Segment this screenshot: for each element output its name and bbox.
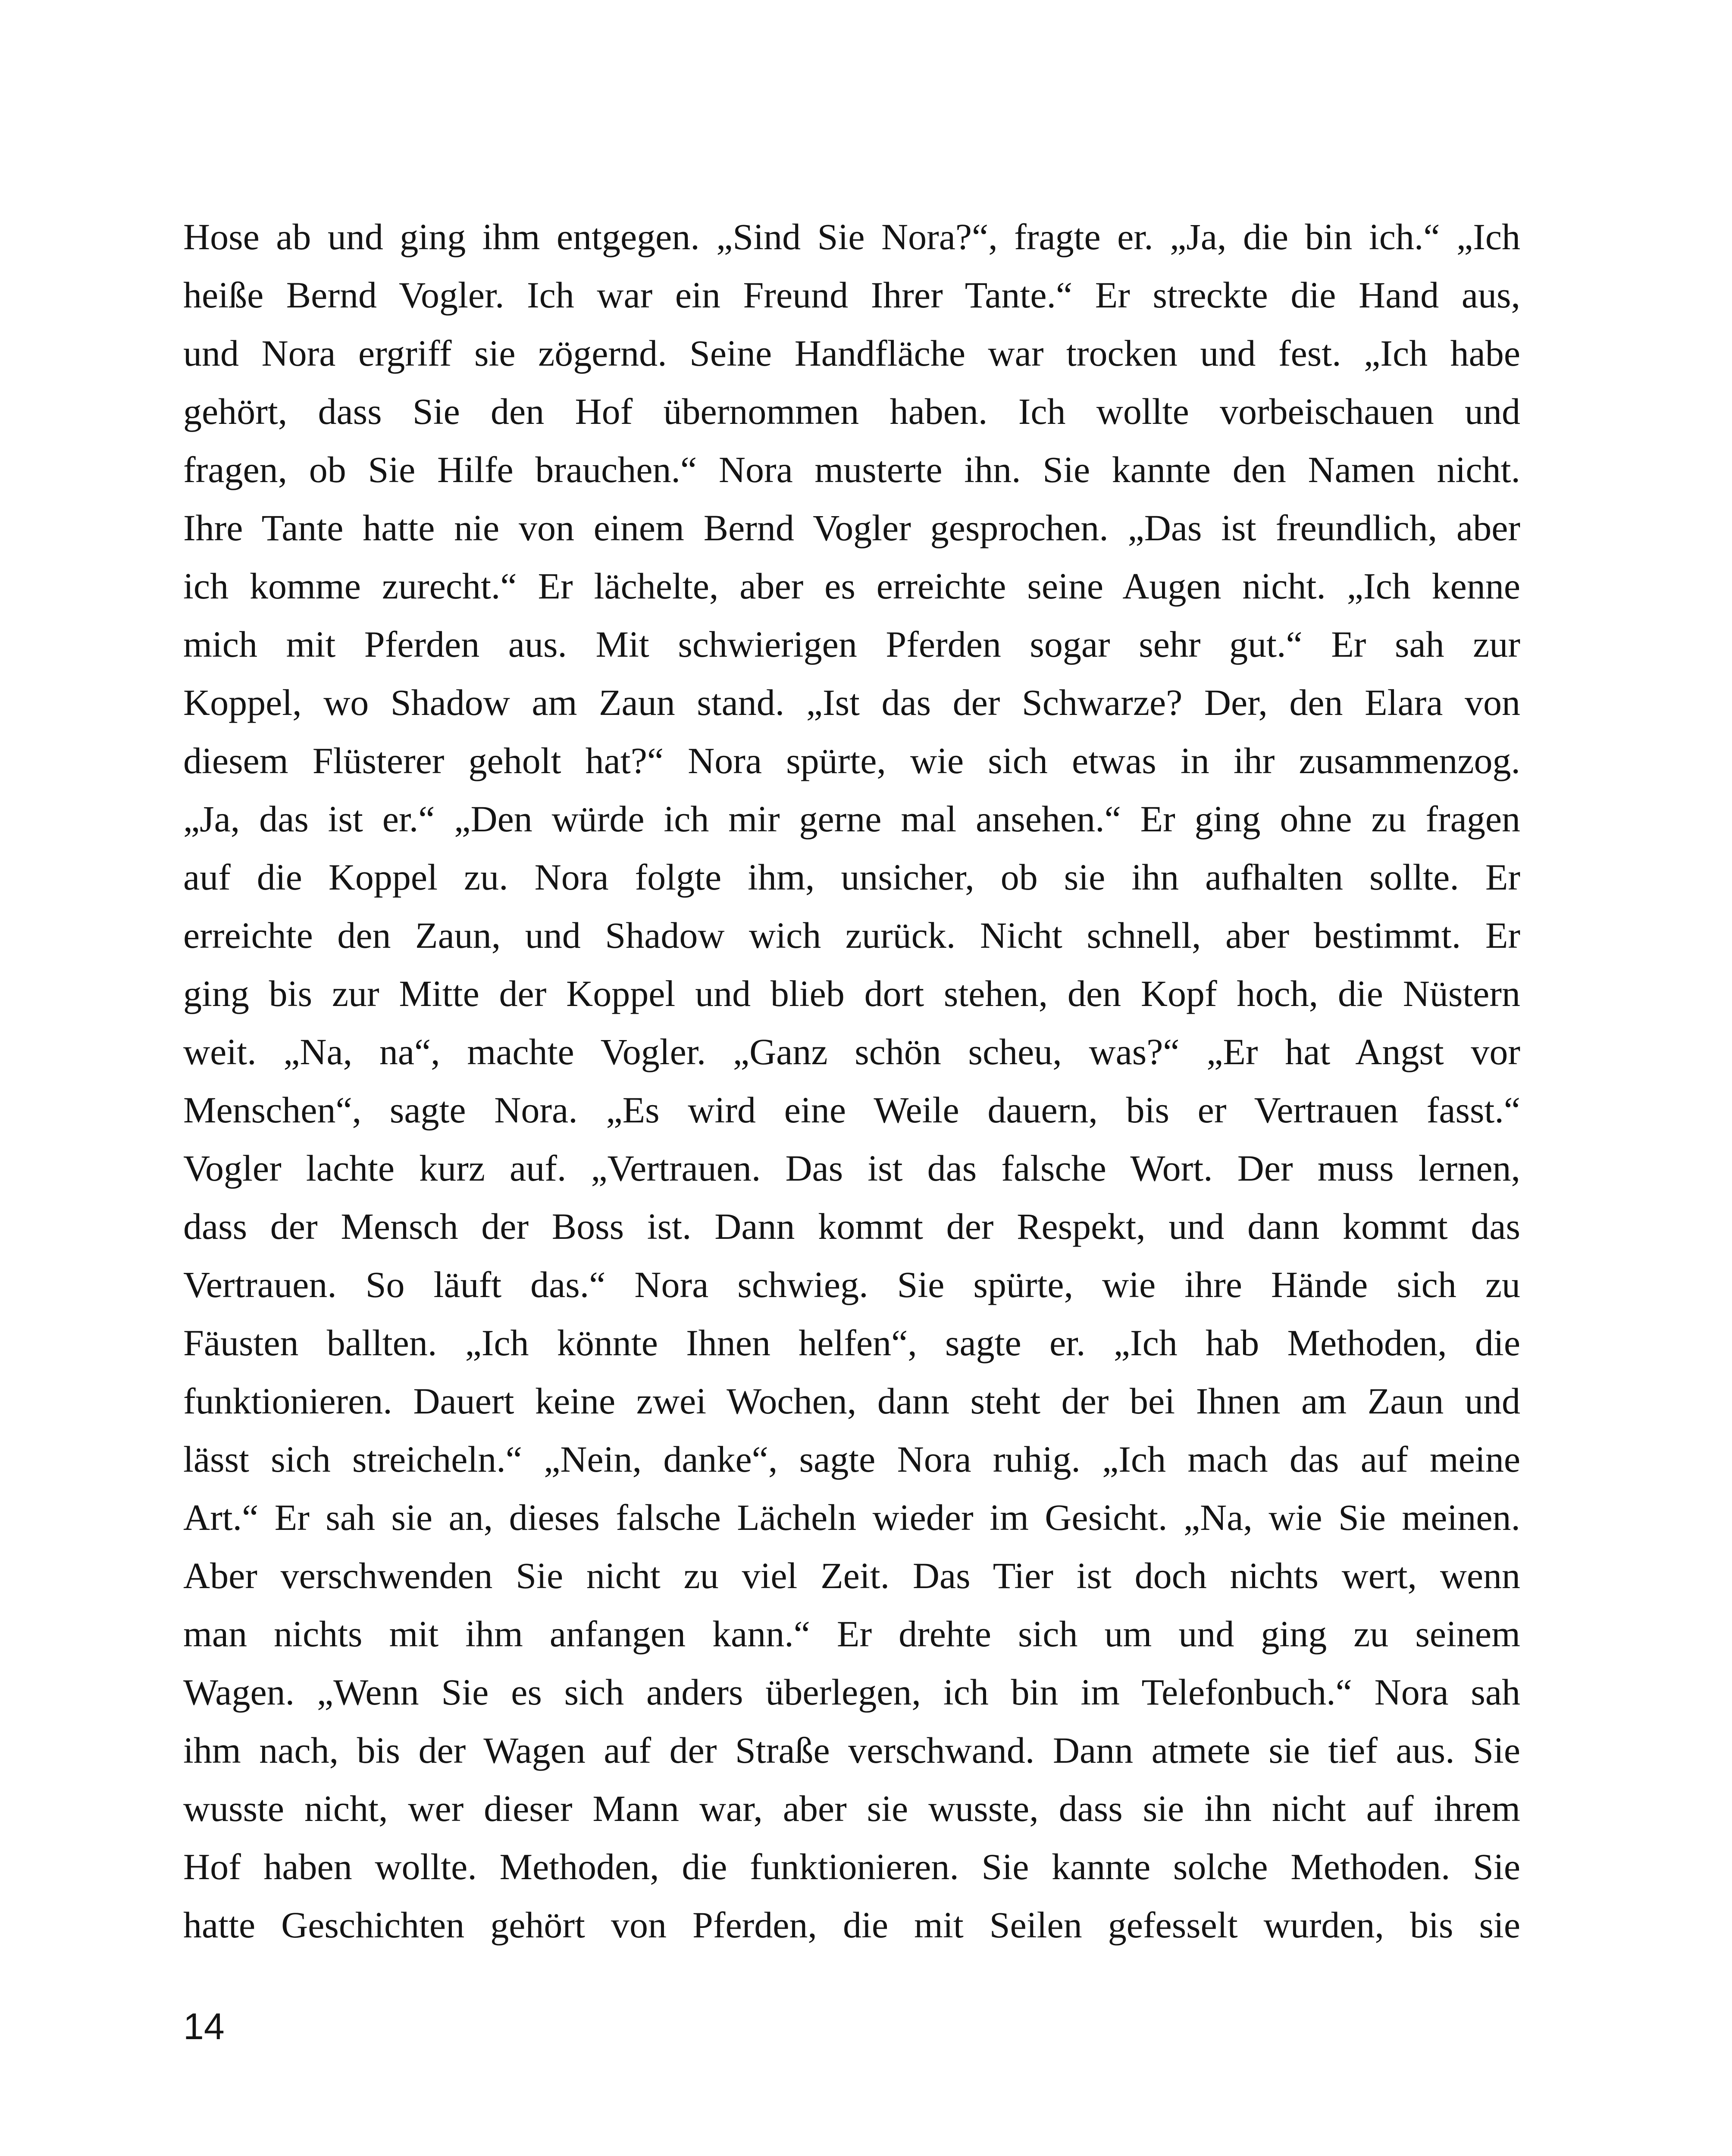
text-line: erreichte den Zaun, und Shadow wich zurück. Nicht schnell, aber bestimmt. Er xyxy=(183,915,1520,956)
text-line: Koppel, wo Shadow am Zaun stand. „Ist das der Schwarze? Der, den Elara von xyxy=(183,682,1520,723)
text-line: auf die Koppel zu. Nora folgte ihm, unsicher, ob sie ihn aufhalten sollte. Er xyxy=(183,856,1520,898)
text-line: heiße Bernd Vogler. Ich war ein Freund Ihrer Tante.“ Er streckte die Hand aus, xyxy=(183,274,1520,316)
text-line: hatte Geschichten gehört von Pferden, die mit Seilen gefesselt wurden, bis sie xyxy=(183,1904,1520,1946)
text-line: man nichts mit ihm anfangen kann.“ Er drehte sich um und ging zu seinem xyxy=(183,1613,1520,1655)
text-line: funktionieren. Dauert keine zwei Wochen, dann steht der bei Ihnen am Zaun und xyxy=(183,1380,1520,1422)
text-line: dass der Mensch der Boss ist. Dann kommt der Respekt, und dann kommt das xyxy=(183,1206,1520,1247)
text-line: Vogler lachte kurz auf. „Vertrauen. Das ist das falsche Wort. Der muss lernen, xyxy=(183,1147,1520,1189)
text-line: Fäusten ballten. „Ich könnte Ihnen helfen“, sagte er. „Ich hab Methoden, die xyxy=(183,1322,1520,1363)
text-line: lässt sich streicheln.“ „Nein, danke“, sagte Nora ruhig. „Ich mach das auf meine xyxy=(183,1438,1520,1480)
text-line: Hose ab und ging ihm entgegen. „Sind Sie Nora?“, fragte er. „Ja, die bin ich.“ „Ich xyxy=(183,216,1520,257)
text-line: Aber verschwenden Sie nicht zu viel Zeit. Das Tier ist doch nichts wert, wenn xyxy=(183,1555,1520,1596)
text-line: fragen, ob Sie Hilfe brauchen.“ Nora musterte ihn. Sie kannte den Namen nicht. xyxy=(183,449,1520,490)
text-line: Vertrauen. So läuft das.“ Nora schwieg. Sie spürte, wie ihre Hände sich zu xyxy=(183,1264,1520,1305)
text-line: Hof haben wollte. Methoden, die funktionieren. Sie kannte solche Methoden. Sie xyxy=(183,1846,1520,1887)
text-line: und Nora ergriff sie zögernd. Seine Handfläche war trocken und fest. „Ich habe xyxy=(183,332,1520,374)
text-line: Ihre Tante hatte nie von einem Bernd Vogler gesprochen. „Das ist freundlich, aber xyxy=(183,507,1520,548)
text-line: „Ja, das ist er.“ „Den würde ich mir gerne mal ansehen.“ Er ging ohne zu fragen xyxy=(183,798,1520,840)
text-line: gehört, dass Sie den Hof übernommen haben. Ich wollte vorbeischauen und xyxy=(183,391,1520,432)
text-line: ging bis zur Mitte der Koppel und blieb dort stehen, den Kopf hoch, die Nüstern xyxy=(183,973,1520,1014)
text-line: Wagen. „Wenn Sie es sich anders überlegen, ich bin im Telefonbuch.“ Nora sah xyxy=(183,1671,1520,1713)
text-line: Menschen“, sagte Nora. „Es wird eine Weile dauern, bis er Vertrauen fasst.“ xyxy=(183,1089,1520,1131)
text-line: mich mit Pferden aus. Mit schwierigen Pferden sogar sehr gut.“ Er sah zur xyxy=(183,624,1520,665)
text-line: weit. „Na, na“, machte Vogler. „Ganz schön scheu, was?“ „Er hat Angst vor xyxy=(183,1031,1520,1072)
text-line: diesem Flüsterer geholt hat?“ Nora spürte, wie sich etwas in ihr zusammenzog. xyxy=(183,740,1520,781)
text-line: ich komme zurecht.“ Er lächelte, aber es erreichte seine Augen nicht. „Ich kenne xyxy=(183,565,1520,607)
text-line: wusste nicht, wer dieser Mann war, aber sie wusste, dass sie ihn nicht auf ihrem xyxy=(183,1788,1520,1829)
page-number: 14 xyxy=(183,2006,225,2047)
text-line: ihm nach, bis der Wagen auf der Straße verschwand. Dann atmete sie tief aus. Sie xyxy=(183,1730,1520,1771)
text-line: Art.“ Er sah sie an, dieses falsche Lächeln wieder im Gesicht. „Na, wie Sie meinen. xyxy=(183,1497,1520,1538)
body-text xyxy=(183,208,1520,1954)
